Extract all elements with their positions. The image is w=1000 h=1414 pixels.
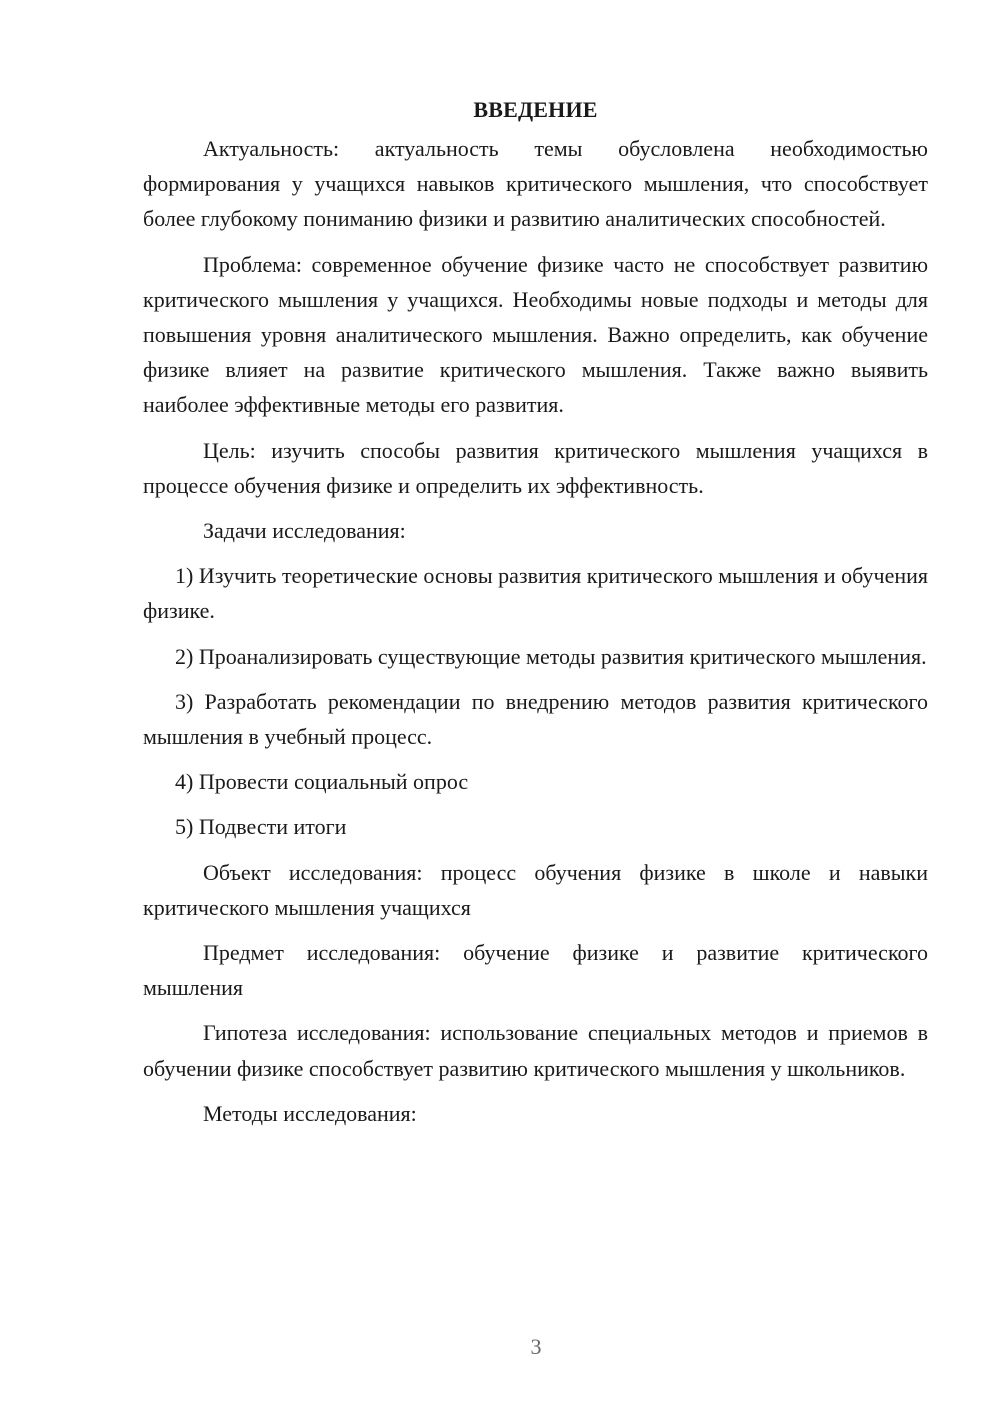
list-item-task-2: 2) Проанализировать существующие методы развития критического мышления. [175, 643, 927, 669]
paragraph-hypothesis: Гипотеза исследования: использование специальных методов и приемов в обучении физике способствует развитию критического мышления у школьников. [143, 1020, 928, 1081]
list-item-task-3: 3) Разработать рекомендации по внедрению методов развития критического мышления в учебный процесс. [143, 688, 928, 750]
list-item-task-4: 4) Провести социальный опрос [175, 769, 469, 795]
paragraph-problem: Проблема: современное обучение физике часто не способствует развитию критического мышления у учащихся. Необходимы новые подходы и методы для повышения уровня аналитического мышления. Важно определить, как обучение физике влияет на развитие критического мышления. Также важно выявить наиболее эффективные методы его развития. [143, 251, 928, 418]
paragraph-methods: Методы исследования: [203, 1100, 417, 1126]
paragraph-object: Объект исследования: процесс обучения физике в школе и навыки критического мышления учащихся [143, 859, 928, 920]
paragraph-relevance: Актуальность: актуальность темы обусловлена необходимостью формирования у учащихся навыков критического мышления, что способствует более глубокому пониманию физики и развитию аналитических способностей. [143, 136, 928, 232]
list-item-task-1: 1) Изучить теоретические основы развития критического мышления и обучения физике. [143, 563, 928, 624]
paragraph-tasks-heading: Задачи исследования: [203, 518, 406, 544]
section-heading: ВВЕДЕНИЕ [473, 97, 598, 122]
paragraph-subject: Предмет исследования: обучение физике и развитие критического мышления [143, 940, 928, 1001]
paragraph-goal: Цель: изучить способы развития критического мышления учащихся в процессе обучения физике и определить их эффективность. [143, 437, 928, 498]
page-number: 3 [530, 1334, 542, 1359]
document-page [143, 92, 928, 1141]
list-item-task-5: 5) Подвести итоги [175, 814, 347, 840]
